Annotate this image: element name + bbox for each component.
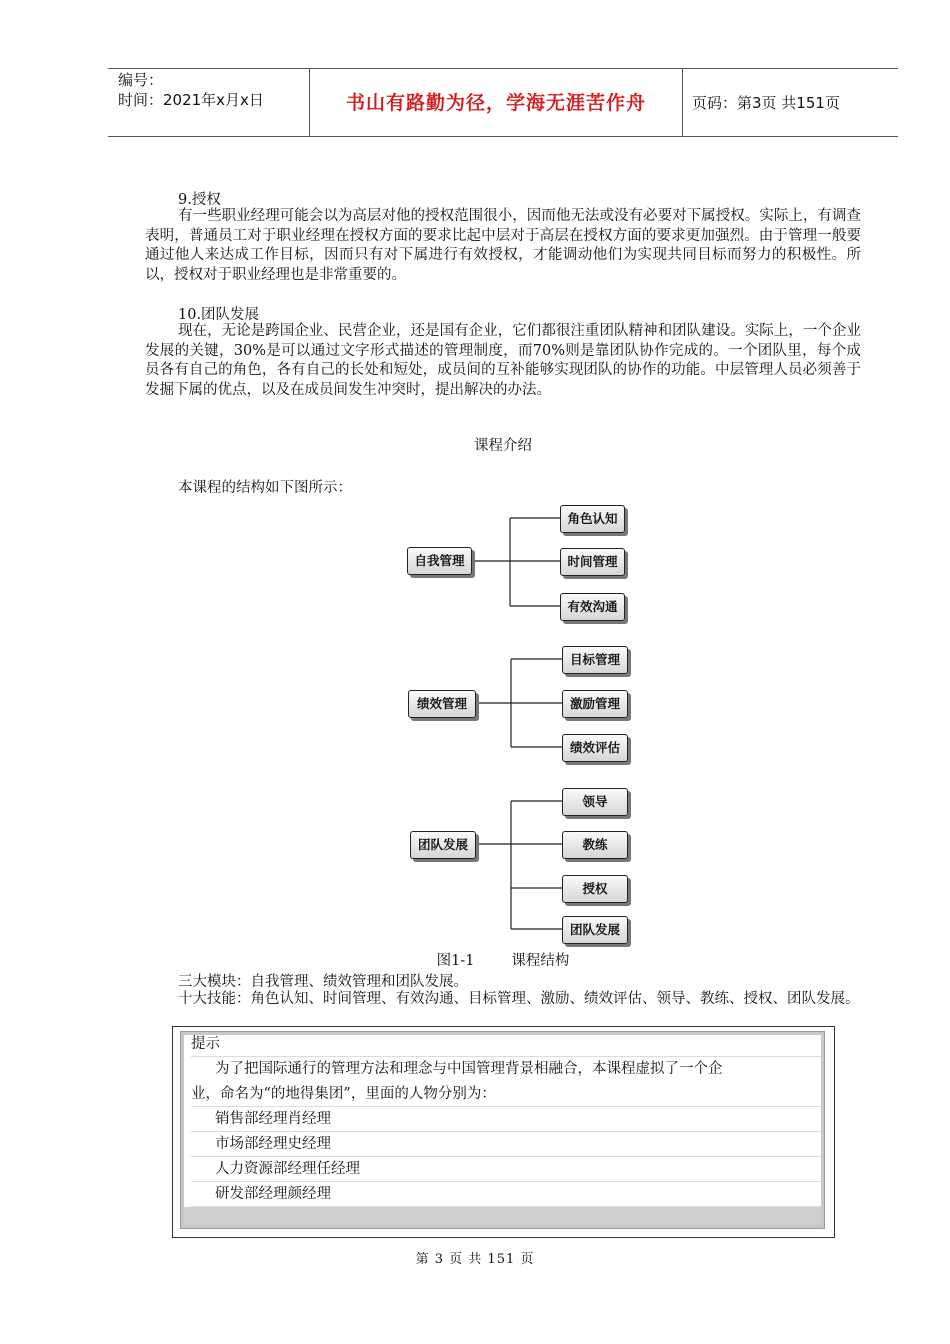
diagram-child-node: 目标管理 — [562, 646, 628, 674]
diagram-child-node: 时间管理 — [560, 548, 625, 576]
header-page-info: 页码：第3页 共151页 — [692, 94, 840, 112]
tip-text-line: 业，命名为“的地得集团”，里面的人物分别为： — [191, 1082, 821, 1107]
header-divider — [309, 68, 310, 136]
diagram-child-node: 绩效评估 — [562, 734, 628, 762]
diagram-child-node: 领导 — [562, 788, 628, 816]
diagram-child-node: 激励管理 — [562, 690, 628, 718]
tip-person: 市场部经理史经理 — [191, 1132, 821, 1157]
diagram-root-node: 绩效管理 — [408, 690, 476, 718]
section-heading: 9.授权 — [178, 192, 221, 208]
doc-number-label: 编号： — [118, 71, 164, 89]
diagram-child-node: 有效沟通 — [560, 593, 625, 621]
skills-summary: 十大技能：角色认知、时间管理、有效沟通、目标管理、激励、绩效评估、领导、教练、授权、团队发展。 — [178, 991, 860, 1007]
figure-caption: 图1-1 课程结构 — [436, 953, 570, 969]
tip-inner-frame — [180, 1031, 825, 1229]
header-bottom-rule — [108, 136, 898, 137]
tip-person: 人力资源部经理任经理 — [191, 1157, 821, 1182]
course-title: 课程介绍 — [474, 438, 532, 454]
diagram-child-node: 教练 — [562, 831, 628, 859]
tip-person: 研发部经理颜经理 — [191, 1182, 821, 1207]
tip-person: 销售部经理肖经理 — [191, 1107, 821, 1132]
tip-box — [172, 1026, 835, 1238]
tip-text-line: 为了把国际通行的管理方法和理念与中国管理背景相融合，本课程虚拟了一个企 — [215, 1061, 723, 1077]
header-top-rule — [108, 68, 898, 69]
tip-bottom-bar — [184, 1207, 821, 1225]
header-divider — [682, 68, 683, 136]
diagram-root-node: 团队发展 — [410, 831, 476, 859]
section-heading: 10.团队发展 — [178, 307, 260, 323]
diagram-child-node: 授权 — [562, 875, 628, 903]
tip-label: 提示 — [191, 1032, 821, 1057]
section-paragraph: 有一些职业经理可能会以为高层对他的授权范围很小，因而他无法或没有必要对下属授权。实际上，有调查表明，普通员工对于职业经理在授权方面的要求比起中层对于高层在授权方面的要求更加强烈。由于管理一般要通过他人来达成工作目标，因而只有对下属进行有效授权，才能调动他们为实现共同目标而努力的积极性。所以，授权对于职业经理也是非常重要的。 — [145, 208, 861, 283]
course-intro: 本课程的结构如下图所示： — [178, 480, 352, 496]
diagram-child-node: 团队发展 — [562, 916, 628, 944]
doc-date: 时间：2021年x月x日 — [118, 91, 264, 109]
diagram-child-node: 角色认知 — [560, 505, 625, 533]
diagram-root-node: 自我管理 — [407, 547, 472, 575]
section-paragraph: 现在，无论是跨国企业、民营企业，还是国有企业，它们都很注重团队精神和团队建设。实际上，一个企业发展的关键，30%是可以通过文字形式描述的管理制度，而70%则是靠团队协作完成的。一个团队里，每个成员各有自己的角色，各有自己的长处和短处，成员间的互补能够实现团队的协作的功能。中层管理人员必须善于发掘下属的优点，以及在成员间发生冲突时，提出解决的办法。 — [145, 323, 861, 398]
header-motto: 书山有路勤为径，学海无涯苦作舟 — [345, 92, 646, 114]
modules-summary: 三大模块：自我管理、绩效管理和团队发展。 — [178, 974, 468, 990]
page-footer: 第 3 页 共 151 页 — [415, 1252, 535, 1267]
header-meta — [118, 70, 264, 110]
